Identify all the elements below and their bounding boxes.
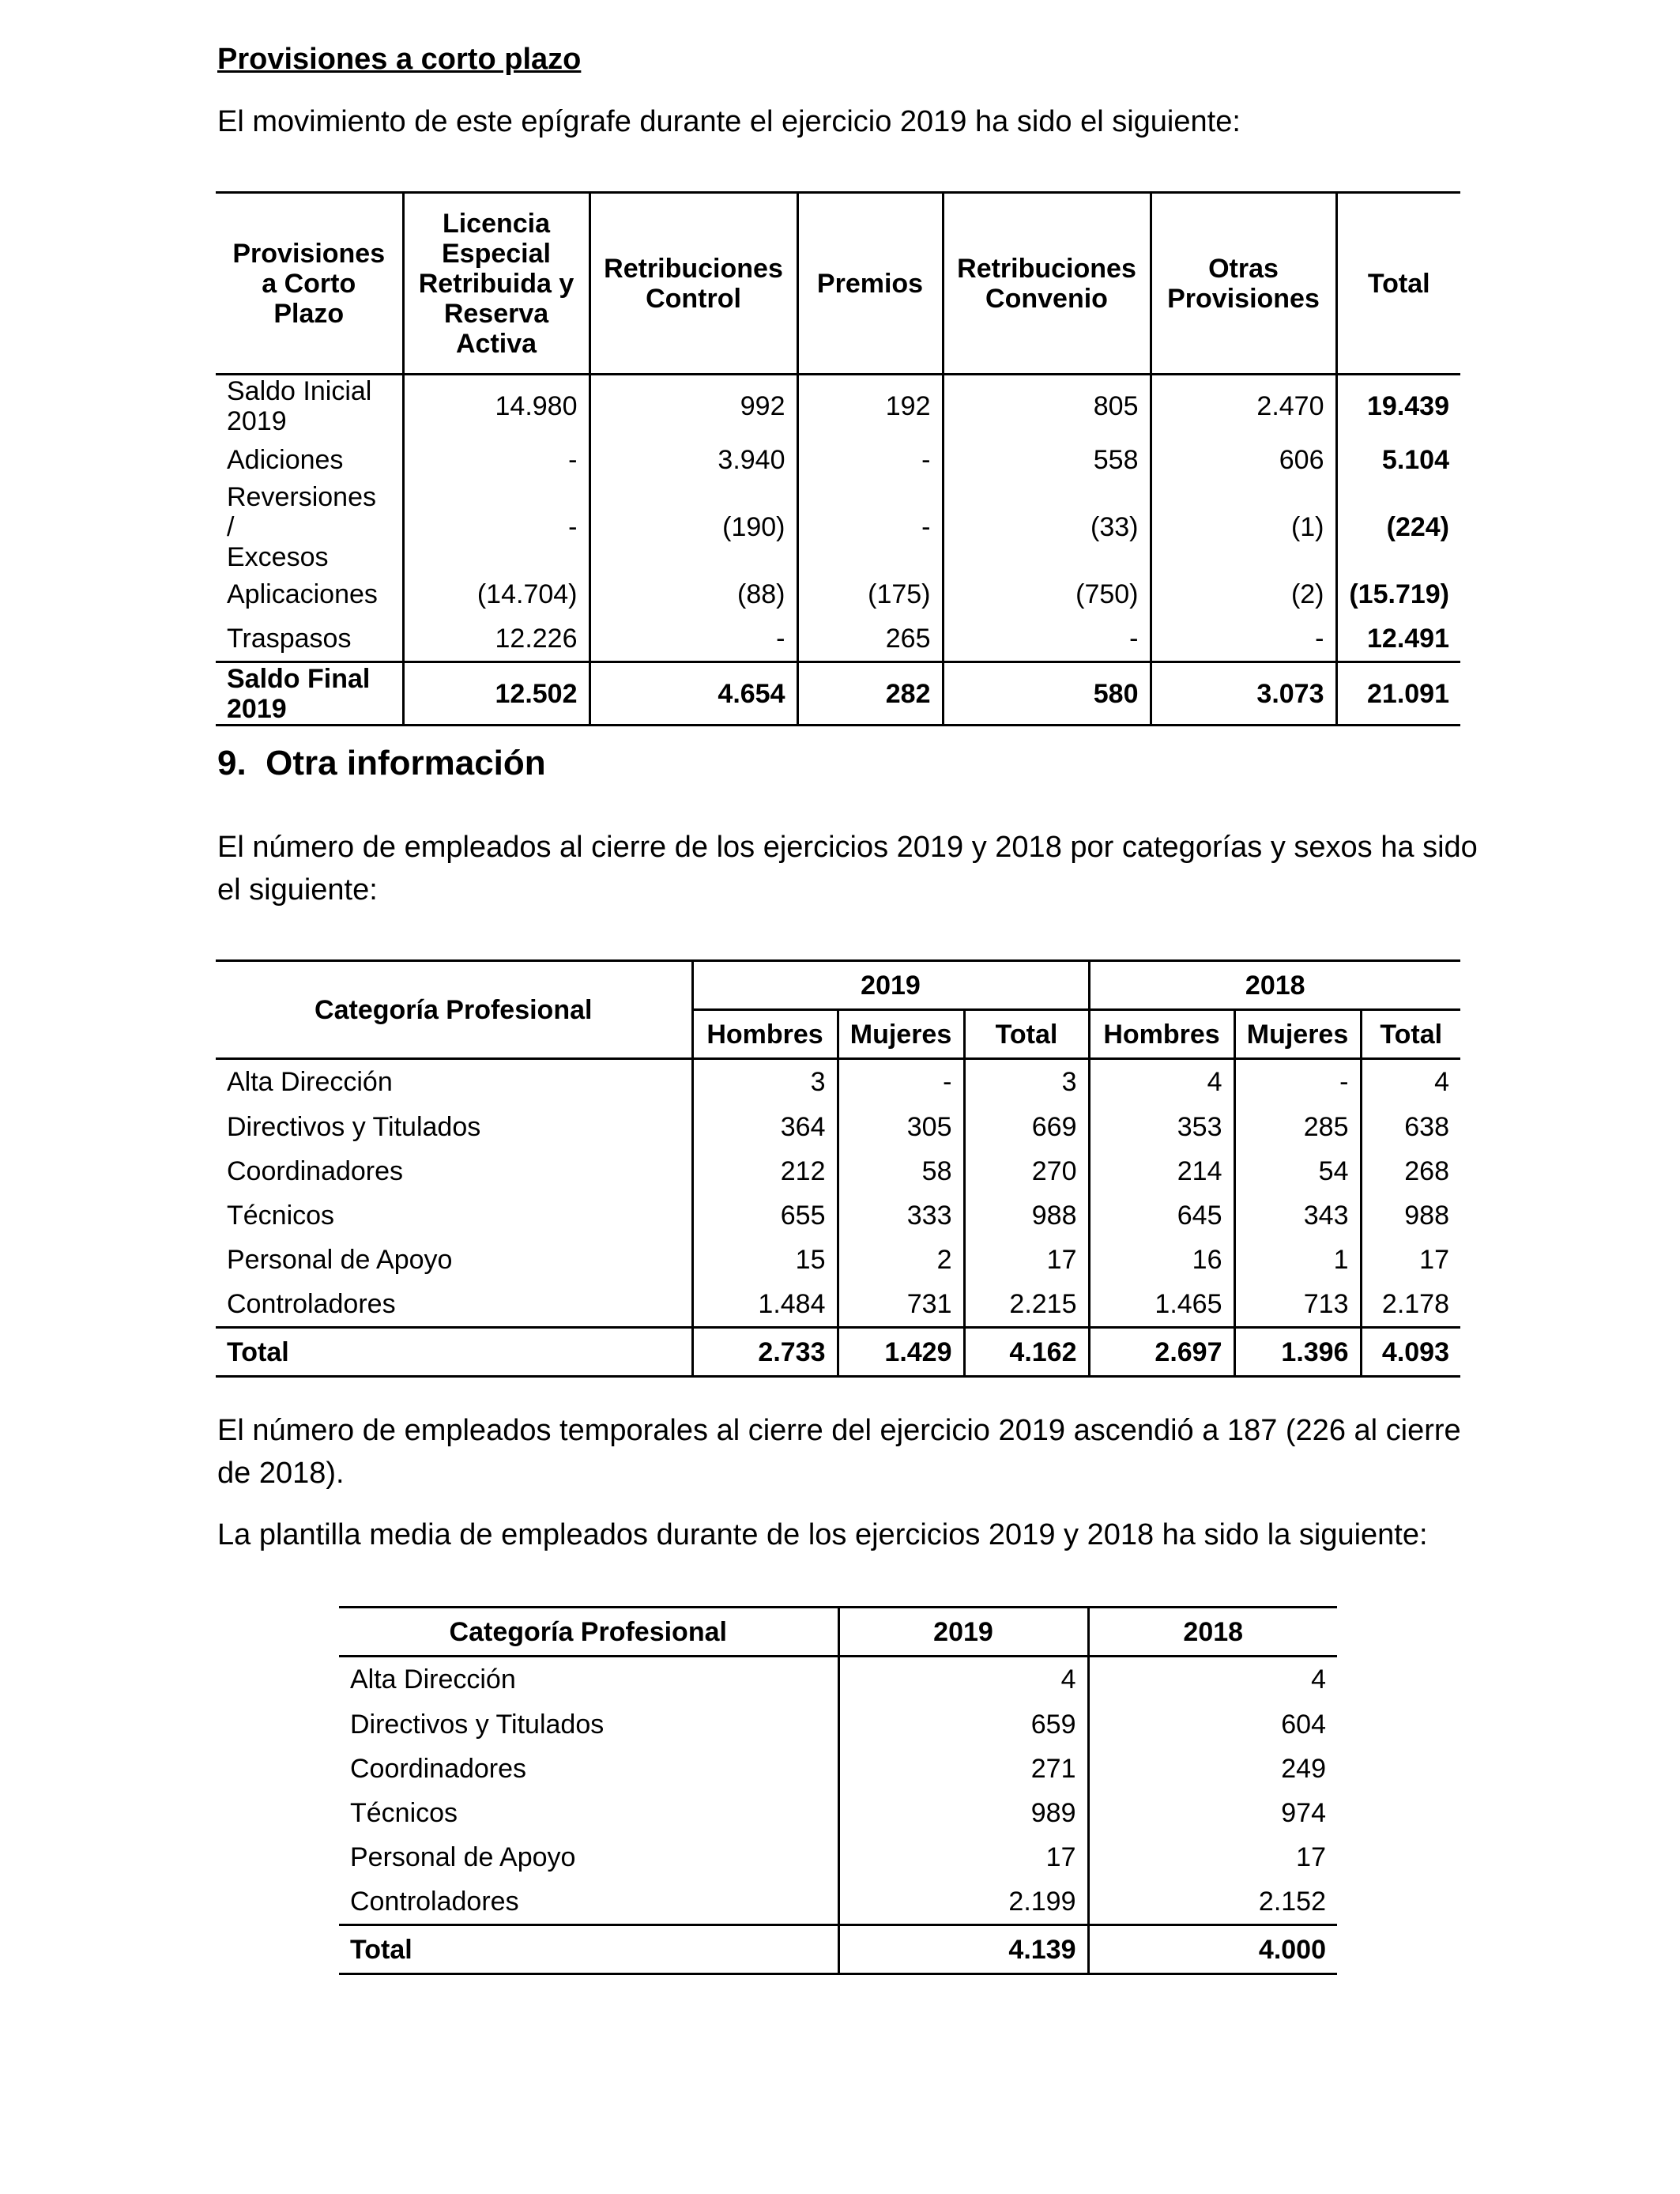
section-heading-text: Otra información xyxy=(266,744,546,782)
row-label: Total xyxy=(350,1934,412,1965)
table-row xyxy=(216,482,1460,572)
cell-value: 1.484 xyxy=(692,1282,838,1328)
employees-intro-line1: El número de empleados al cierre de los ejercicios 2019 y 2018 por categorías y sexos ha sido xyxy=(217,831,1478,864)
cell-total: 2.733 xyxy=(692,1328,838,1377)
temp-employees-line2: de 2018). xyxy=(217,1457,345,1490)
cell-value: 343 xyxy=(1234,1193,1361,1238)
cell-value: - xyxy=(403,482,590,572)
col-header-hombres: Hombres xyxy=(692,1010,838,1059)
row-label: Controladores xyxy=(227,1288,396,1319)
cell-value: 2.470 xyxy=(1151,375,1336,438)
row-label: Directivos y Titulados xyxy=(350,1709,605,1740)
col-header-categoria: Categoría Profesional xyxy=(216,961,692,1059)
col-header-hombres: Hombres xyxy=(1089,1010,1234,1059)
cell-total: 19.439 xyxy=(1336,375,1460,438)
cell-value: - xyxy=(797,482,943,572)
cell-value: (14.704) xyxy=(403,572,590,616)
cell-value: 805 xyxy=(943,375,1151,438)
col-header-retribuciones-control: Retribuciones Control xyxy=(590,193,797,375)
row-label: Total xyxy=(227,1336,289,1367)
cell-value: (1) xyxy=(1151,482,1336,572)
col-header-retribuciones-convenio: Retribuciones Convenio xyxy=(943,193,1151,375)
cell-value: 305 xyxy=(838,1105,964,1149)
col-header-year-2019: 2019 xyxy=(692,961,1089,1010)
col-header-premios: Premios xyxy=(797,193,943,375)
cell-value: 4 xyxy=(838,1657,1088,1702)
cell-value: 989 xyxy=(838,1791,1088,1835)
col-header-year-2018: 2018 xyxy=(1088,1608,1337,1657)
cell-total: 4.162 xyxy=(964,1328,1089,1377)
cell-value: 731 xyxy=(838,1282,964,1328)
cell-total: (224) xyxy=(1336,482,1460,572)
row-label: Saldo Final 2019 xyxy=(227,663,371,724)
cell-total: 5.104 xyxy=(1336,438,1460,482)
row-label: Adiciones xyxy=(227,444,344,475)
cell-value: 353 xyxy=(1089,1105,1234,1149)
cell-total: 21.091 xyxy=(1336,662,1460,726)
table-row xyxy=(339,1791,1337,1835)
cell-value: 638 xyxy=(1361,1105,1460,1149)
cell-value: 265 xyxy=(797,616,943,662)
cell-value: 58 xyxy=(838,1149,964,1193)
cell-value: - xyxy=(403,438,590,482)
cell-value: - xyxy=(1151,616,1336,662)
cell-value: 214 xyxy=(1089,1149,1234,1193)
col-header-total: Total xyxy=(1336,193,1460,375)
table-row xyxy=(216,1105,1460,1149)
cell-value: 17 xyxy=(964,1238,1089,1282)
cell-total: 4.654 xyxy=(590,662,797,726)
row-label: Coordinadores xyxy=(350,1753,527,1784)
table-row xyxy=(216,1238,1460,1282)
employees-table xyxy=(216,959,1460,1378)
cell-value: 14.980 xyxy=(403,375,590,438)
average-intro: La plantilla media de empleados durante de los ejercicios 2019 y 2018 ha sido la siguiente: xyxy=(217,1518,1428,1551)
cell-value: 212 xyxy=(692,1149,838,1193)
cell-total: 2.697 xyxy=(1089,1328,1234,1377)
cell-value: 988 xyxy=(964,1193,1089,1238)
cell-value: 333 xyxy=(838,1193,964,1238)
col-header-year-2019: 2019 xyxy=(838,1608,1088,1657)
row-label: Traspasos xyxy=(227,623,352,654)
employees-intro-line2: el siguiente: xyxy=(217,873,378,907)
cell-value: (33) xyxy=(943,482,1151,572)
section-number: 9. xyxy=(217,744,247,782)
table-row xyxy=(339,1657,1337,1702)
col-header-licencia: Licencia Especial Retribuida y Reserva Activa xyxy=(403,193,590,375)
row-label: Personal de Apoyo xyxy=(227,1244,453,1275)
cell-value: (2) xyxy=(1151,572,1336,616)
cell-value: - xyxy=(838,1059,964,1105)
cell-value: 3 xyxy=(692,1059,838,1105)
col-header-provisiones: Provisiones a Corto Plazo xyxy=(232,238,386,329)
cell-value: 2.215 xyxy=(964,1282,1089,1328)
cell-value: 3 xyxy=(964,1059,1089,1105)
cell-total: (15.719) xyxy=(1336,572,1460,616)
provisiones-header-row xyxy=(216,193,1460,375)
cell-value: 364 xyxy=(692,1105,838,1149)
cell-value: (190) xyxy=(590,482,797,572)
cell-total: 12.491 xyxy=(1336,616,1460,662)
cell-value: 54 xyxy=(1234,1149,1361,1193)
cell-value: (88) xyxy=(590,572,797,616)
table-row xyxy=(216,375,1460,438)
cell-value: 17 xyxy=(838,1835,1088,1879)
cell-value: 2.199 xyxy=(838,1879,1088,1925)
table-row xyxy=(216,1059,1460,1105)
cell-total: 4.093 xyxy=(1361,1328,1460,1377)
cell-value: 271 xyxy=(838,1747,1088,1791)
row-label: Coordinadores xyxy=(227,1155,404,1186)
employees-year-header-row xyxy=(216,961,1460,1010)
cell-value: - xyxy=(590,616,797,662)
cell-value: 16 xyxy=(1089,1238,1234,1282)
cell-value: 2.152 xyxy=(1088,1879,1337,1925)
col-header-year-2018: 2018 xyxy=(1089,961,1460,1010)
row-label: Aplicaciones xyxy=(227,579,378,609)
col-header-categoria: Categoría Profesional xyxy=(449,1616,727,1647)
cell-total: 4.000 xyxy=(1088,1925,1337,1974)
table-row xyxy=(216,1193,1460,1238)
cell-value: 1 xyxy=(1234,1238,1361,1282)
cell-value: 659 xyxy=(838,1702,1088,1747)
cell-total: 1.396 xyxy=(1234,1328,1361,1377)
cell-value: 669 xyxy=(964,1105,1089,1149)
cell-value: 270 xyxy=(964,1149,1089,1193)
row-label: Directivos y Titulados xyxy=(227,1111,481,1142)
cell-value: 2.178 xyxy=(1361,1282,1460,1328)
row-label: Técnicos xyxy=(227,1200,335,1231)
total-row xyxy=(339,1925,1337,1974)
cell-value: 1.465 xyxy=(1089,1282,1234,1328)
cell-value: 4 xyxy=(1089,1059,1234,1105)
temp-employees-line1: El número de empleados temporales al cierre del ejercicio 2019 ascendió a 187 (226 al cierre xyxy=(217,1414,1461,1447)
table-row xyxy=(339,1879,1337,1925)
cell-total: 4.139 xyxy=(838,1925,1088,1974)
row-label: Alta Dirección xyxy=(350,1664,516,1695)
total-row xyxy=(216,662,1460,726)
cell-value: 988 xyxy=(1361,1193,1460,1238)
table-row xyxy=(216,616,1460,662)
row-label: Reversiones / Excesos xyxy=(227,481,376,572)
table-row xyxy=(216,1282,1460,1328)
cell-value: 268 xyxy=(1361,1149,1460,1193)
section-heading-otra-informacion xyxy=(217,741,546,786)
col-header-total: Total xyxy=(964,1010,1089,1059)
cell-value: 606 xyxy=(1151,438,1336,482)
cell-value: 992 xyxy=(590,375,797,438)
cell-value: 17 xyxy=(1088,1835,1337,1879)
cell-value: 3.940 xyxy=(590,438,797,482)
cell-value: 192 xyxy=(797,375,943,438)
cell-value: 713 xyxy=(1234,1282,1361,1328)
cell-value: 15 xyxy=(692,1238,838,1282)
row-label: Saldo Inicial 2019 xyxy=(227,376,372,437)
cell-value: 558 xyxy=(943,438,1151,482)
provisiones-intro: El movimiento de este epígrafe durante el ejercicio 2019 ha sido el siguiente: xyxy=(217,105,1241,138)
table-row xyxy=(339,1702,1337,1747)
cell-value: 4 xyxy=(1088,1657,1337,1702)
cell-value: - xyxy=(797,438,943,482)
cell-value: 655 xyxy=(692,1193,838,1238)
table-row xyxy=(339,1835,1337,1879)
cell-total: 1.429 xyxy=(838,1328,964,1377)
cell-total: 580 xyxy=(943,662,1151,726)
cell-value: (175) xyxy=(797,572,943,616)
row-label: Personal de Apoyo xyxy=(350,1842,576,1872)
table-row xyxy=(216,572,1460,616)
col-header-otras-provisiones: Otras Provisiones xyxy=(1151,193,1336,375)
total-row xyxy=(216,1328,1460,1377)
cell-total: 282 xyxy=(797,662,943,726)
col-header-total: Total xyxy=(1361,1010,1460,1059)
cell-value: 4 xyxy=(1361,1059,1460,1105)
row-label: Técnicos xyxy=(350,1797,458,1828)
cell-value: 285 xyxy=(1234,1105,1361,1149)
cell-value: 974 xyxy=(1088,1791,1337,1835)
cell-value: 604 xyxy=(1088,1702,1337,1747)
table-row xyxy=(339,1747,1337,1791)
section-title-provisiones: Provisiones a corto plazo xyxy=(217,43,582,76)
cell-value: 2 xyxy=(838,1238,964,1282)
col-header-mujeres: Mujeres xyxy=(1234,1010,1361,1059)
cell-value: - xyxy=(1234,1059,1361,1105)
col-header-mujeres: Mujeres xyxy=(838,1010,964,1059)
cell-total: 12.502 xyxy=(403,662,590,726)
row-label: Alta Dirección xyxy=(227,1067,393,1098)
average-header-row xyxy=(339,1608,1337,1657)
cell-value: 249 xyxy=(1088,1747,1337,1791)
cell-value: 17 xyxy=(1361,1238,1460,1282)
cell-value: (750) xyxy=(943,572,1151,616)
cell-value: 645 xyxy=(1089,1193,1234,1238)
cell-value: 12.226 xyxy=(403,616,590,662)
cell-value: - xyxy=(943,616,1151,662)
cell-total: 3.073 xyxy=(1151,662,1336,726)
table-row xyxy=(216,1149,1460,1193)
row-label: Controladores xyxy=(350,1886,519,1917)
average-employees-table xyxy=(339,1606,1337,1975)
table-row xyxy=(216,438,1460,482)
provisiones-table xyxy=(216,191,1460,726)
